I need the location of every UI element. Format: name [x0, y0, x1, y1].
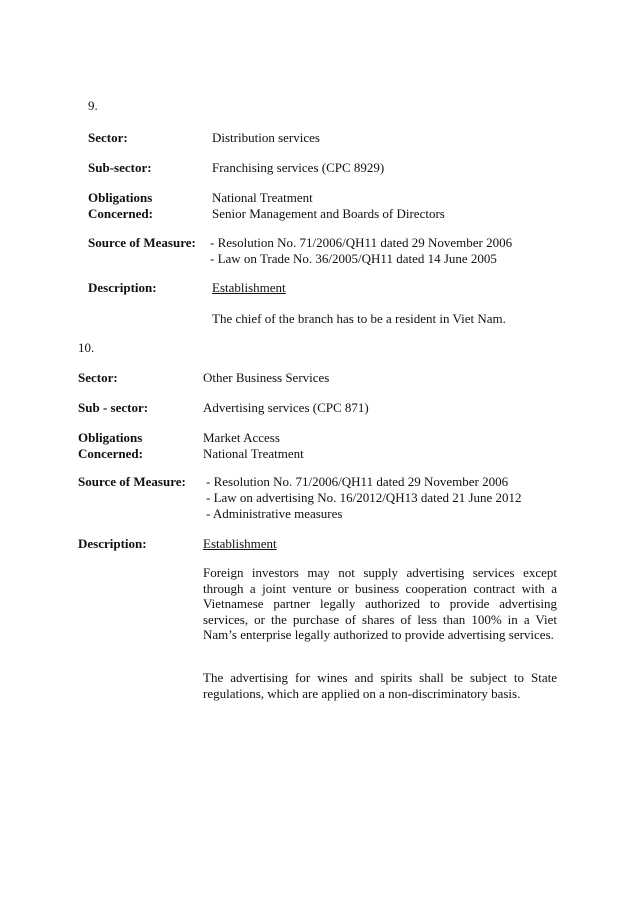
entry-number: 10.: [78, 340, 95, 355]
obligation-item: Senior Management and Boards of Directors: [212, 206, 445, 221]
obligation-item: Market Access: [203, 430, 280, 445]
obligations-label: Obligations Concerned:: [88, 190, 153, 221]
source-item: - Law on Trade No. 36/2005/QH11 dated 14 June 2005: [210, 251, 497, 266]
source-item: - Resolution No. 71/2006/QH11 dated 29 November 2006: [206, 474, 509, 489]
source-item: - Law on advertising No. 16/2012/QH13 dated 21 June 2012: [206, 490, 522, 505]
description-paragraph: The chief of the branch has to be a resident in Viet Nam.: [212, 311, 506, 326]
source-label: Source of Measure:: [88, 235, 196, 250]
sector-value: Other Business Services: [203, 370, 330, 385]
subsector-label: Sub-sector:: [88, 160, 152, 175]
source-values: [206, 474, 522, 522]
description-label: Description:: [78, 536, 147, 551]
source-values: [210, 235, 512, 267]
subsector-label: Sub - sector:: [78, 400, 149, 415]
obligations-values: [212, 190, 445, 222]
description-paragraph: The advertising for wines and spirits shall be subject to State regulations, which are applied on a non-discriminatory basis.: [203, 670, 557, 701]
source-item: - Administrative measures: [206, 506, 343, 521]
obligation-item: National Treatment: [203, 446, 304, 461]
sector-label: Sector:: [88, 130, 128, 145]
description-paragraph: Foreign investors may not supply advertising services except through a joint venture or business cooperation contract with a Vietnamese partner legally authorized to provide advertising services, or the purchase of shares of less than 100% in a Viet Nam’s enterprise legally authorized to provide advertising services.: [203, 565, 557, 642]
description-label: Description:: [88, 280, 157, 295]
subsector-value: Franchising services (CPC 8929): [212, 160, 385, 175]
sector-label: Sector:: [78, 370, 118, 385]
subsector-value: Advertising services (CPC 871): [203, 400, 369, 415]
obligation-item: National Treatment: [212, 190, 313, 205]
obligations-values: [203, 430, 304, 462]
source-item: - Resolution No. 71/2006/QH11 dated 29 November 2006: [210, 235, 513, 250]
description-heading: Establishment: [203, 536, 277, 551]
description-heading: Establishment: [212, 280, 286, 295]
obligations-label: Obligations Concerned:: [78, 430, 143, 461]
sector-value: Distribution services: [212, 130, 320, 145]
source-label: Source of Measure:: [78, 474, 186, 489]
entry-number: 9.: [88, 98, 98, 113]
